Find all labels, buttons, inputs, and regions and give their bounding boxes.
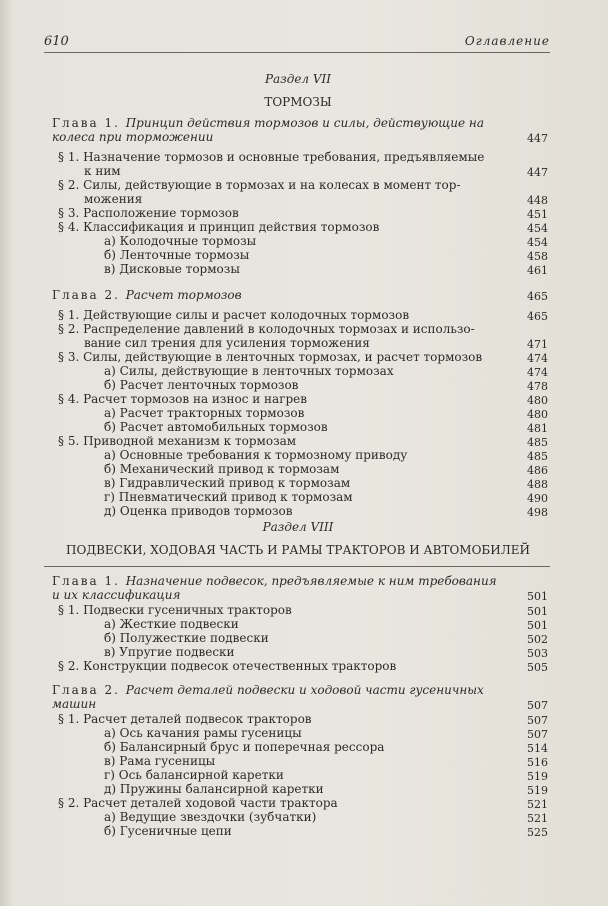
toc-entry: § 1. Подвески гусеничных тракторов [58, 603, 292, 617]
chapter-number: Глава 1. [52, 574, 126, 588]
toc-page-number: 501 [527, 619, 548, 632]
chapter-page: 447 [527, 132, 548, 145]
toc-entry: в) Дисковые тормозы [104, 262, 240, 276]
chapter-heading [52, 574, 497, 588]
toc-entry: § 1. Назначение тормозов и основные требования, предъявляемые [58, 150, 485, 164]
toc-entry: § 3. Расположение тормозов [58, 206, 239, 220]
toc-entry: б) Гусеничные цепи [104, 824, 232, 838]
toc-entry: а) Колодочные тормозы [104, 234, 257, 248]
toc-page-number: 465 [527, 310, 548, 323]
chapter-title: Назначение подвесок, предъявляемые к ним требования [125, 574, 497, 588]
running-header [44, 32, 550, 53]
toc-page-number: 481 [527, 422, 548, 435]
toc-page-number: 503 [527, 647, 548, 660]
toc-page-number: 505 [527, 661, 548, 674]
chapter-title-cont: машин [52, 697, 97, 711]
toc-page-number: 521 [527, 798, 548, 811]
toc-page-number: 514 [527, 742, 548, 755]
toc-page-number: 507 [527, 714, 548, 727]
toc-entry: можения [84, 192, 143, 206]
chapter-number: Глава 2. [52, 288, 126, 302]
toc-entry: а) Ось качания рамы гусеницы [104, 726, 302, 740]
toc-page-number: 480 [527, 394, 548, 407]
toc-entry: § 2. Расчет деталей ходовой части трактора [58, 796, 338, 810]
toc-entry: б) Ленточные тормозы [104, 248, 250, 262]
chapter-number: Глава 2. [52, 683, 126, 697]
toc-page-number: 447 [527, 166, 548, 179]
toc-entry: а) Жесткие подвески [104, 617, 239, 631]
chapter-heading [52, 288, 242, 302]
toc-page-number: 507 [527, 728, 548, 741]
toc-entry: § 3. Силы, действующие в ленточных тормозах, и расчет тормозов [58, 350, 483, 364]
toc-entry: б) Балансирный брус и поперечная рессора [104, 740, 385, 754]
chapter-page: 465 [527, 290, 548, 303]
toc-entry: г) Ось балансирной каретки [104, 768, 284, 782]
toc-page-number: 502 [527, 633, 548, 646]
toc-page-number: 486 [527, 464, 548, 477]
toc-page-number: 521 [527, 812, 548, 825]
toc-page-number: 474 [527, 352, 548, 365]
toc-entry: д) Пружины балансирной каретки [104, 782, 324, 796]
toc-page-number: 525 [527, 826, 548, 839]
toc-entry: § 4. Классификация и принцип действия тормозов [58, 220, 380, 234]
section-title: ТОРМОЗЫ [264, 95, 332, 109]
toc-entry: § 2. Силы, действующие в тормозах и на колесах в момент тор- [58, 178, 461, 192]
toc-page-number: 451 [527, 208, 548, 221]
toc-entry: вание сил трения для усиления торможения [84, 336, 370, 350]
toc-entry: б) Расчет ленточных тормозов [104, 378, 299, 392]
toc-page-number: 478 [527, 380, 548, 393]
toc-entry: б) Механический привод к тормозам [104, 462, 340, 476]
section-label: Раздел VII [264, 72, 332, 86]
toc-entry: а) Основные требования к тормозному приводу [104, 448, 408, 462]
toc-page-number: 471 [527, 338, 548, 351]
chapter-heading [52, 683, 484, 697]
toc-page-number: 519 [527, 770, 548, 783]
toc-page-number: 516 [527, 756, 548, 769]
chapter-title-cont: колеса при торможении [52, 130, 214, 144]
toc-page-number: 480 [527, 408, 548, 421]
divider [44, 566, 550, 567]
toc-page-number: 474 [527, 366, 548, 379]
toc-entry: а) Расчет тракторных тормозов [104, 406, 305, 420]
toc-page-number: 501 [527, 605, 548, 618]
chapter-title-cont: и их классификация [52, 588, 181, 602]
toc-page-number: 488 [527, 478, 548, 491]
toc-page-number: 485 [527, 450, 548, 463]
toc-entry: к ним [84, 164, 121, 178]
page-number: 610 [44, 34, 69, 49]
toc-entry: в) Гидравлический привод к тормозам [104, 476, 351, 490]
toc-entry: б) Полужесткие подвески [104, 631, 269, 645]
toc-entry: д) Оценка приводов тормозов [104, 504, 293, 518]
toc-page-number: 454 [527, 222, 548, 235]
chapter-title: Расчет деталей подвески и ходовой части гусеничных [125, 683, 484, 697]
toc-entry: § 2. Конструкции подвесок отечественных тракторов [58, 659, 397, 673]
toc-page-number: 490 [527, 492, 548, 505]
chapter-title: Принцип действия тормозов и силы, действующие на [125, 116, 484, 130]
toc-entry: § 4. Расчет тормозов на износ и нагрев [58, 392, 308, 406]
toc-entry: б) Расчет автомобильных тормозов [104, 420, 328, 434]
section-title: ПОДВЕСКИ, ХОДОВАЯ ЧАСТЬ И РАМЫ ТРАКТОРОВ И АВТОМОБИЛЕЙ [66, 543, 530, 557]
toc-entry: в) Упругие подвески [104, 645, 235, 659]
toc-page-number: 485 [527, 436, 548, 449]
toc-page-number: 498 [527, 506, 548, 519]
toc-page-number: 519 [527, 784, 548, 797]
running-title: Оглавление [464, 34, 550, 48]
toc-entry: § 1. Действующие силы и расчет колодочных тормозов [58, 308, 410, 322]
chapter-number: Глава 1. [52, 116, 126, 130]
toc-page-number: 458 [527, 250, 548, 263]
chapter-page: 507 [527, 699, 548, 712]
toc-entry: а) Ведущие звездочки (зубчатки) [104, 810, 317, 824]
section-label: Раздел VIII [262, 520, 334, 534]
toc-entry: § 5. Приводной механизм к тормозам [58, 434, 297, 448]
toc-page-number: 461 [527, 264, 548, 277]
toc-entry: § 2. Распределение давлений в колодочных тормозах и использо- [58, 322, 475, 336]
toc-entry: г) Пневматический привод к тормозам [104, 490, 353, 504]
toc-entry: а) Силы, действующие в ленточных тормозах [104, 364, 394, 378]
chapter-heading [52, 116, 484, 130]
toc-entry: § 1. Расчет деталей подвесок тракторов [58, 712, 312, 726]
chapter-page: 501 [527, 590, 548, 603]
toc-entry: в) Рама гусеницы [104, 754, 216, 768]
toc-page-number: 454 [527, 236, 548, 249]
chapter-title: Расчет тормозов [125, 288, 242, 302]
toc-page-number: 448 [527, 194, 548, 207]
